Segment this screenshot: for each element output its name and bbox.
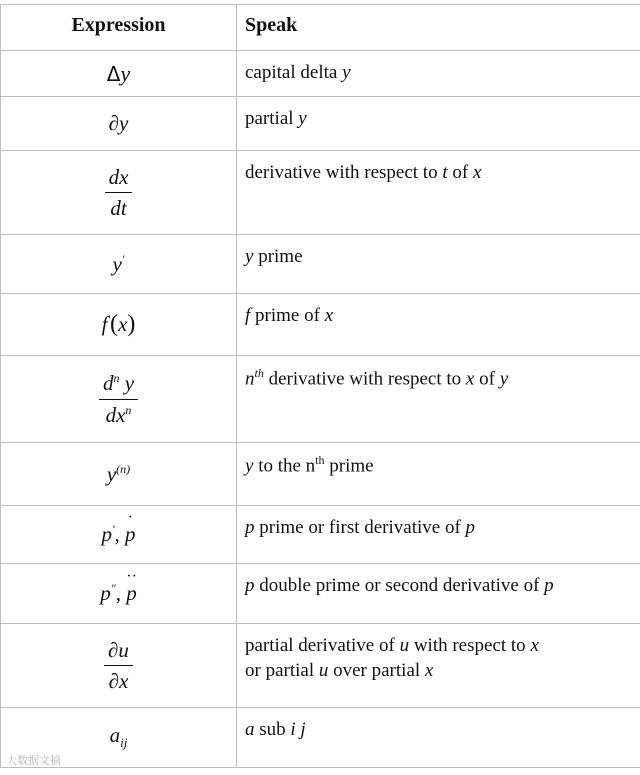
table-row [1,356,640,443]
header-row [1,5,640,51]
math-speech-table [0,4,640,768]
speak-cell: a sub i j [237,708,640,768]
table-row [1,443,640,506]
speak-cell: derivative with respect to t of x [237,151,640,235]
table-row [1,97,640,151]
speak-cell: capital delta y [237,51,640,97]
expression-cell: $\frac{d^n y}{dx^n}$ [1,356,237,443]
table-row [1,624,640,708]
speak-cell: y to the $n^{th}$ prime [237,443,640,506]
expression-cell: f'(x) [1,294,237,356]
speak-header: Speak [237,5,640,51]
expression-cell: y' [1,235,237,294]
expression-cell: $\frac{dx}{dt}$ [1,151,237,235]
expression-header: Expression [1,5,237,51]
speak-cell: $n^{th}$ derivative with respect to x of y [237,356,640,443]
watermark-text: 大数据文摘 [6,754,61,767]
speak-cell: partial y [237,97,640,151]
table-row [1,506,640,564]
expression-cell: p', p · [1,506,237,564]
speak-cell: y prime [237,235,640,294]
speak-cell: f prime of x [237,294,640,356]
table-row [1,294,640,356]
expression-cell: Δy [1,51,237,97]
expression-cell: $a_{ij}$ [1,708,237,768]
speak-cell: p prime or first derivative of p [237,506,640,564]
table-row [1,151,640,235]
speak-cell: p double prime or second derivative of p [237,564,640,624]
expression-cell: ∂y [1,97,237,151]
table-row [1,235,640,294]
expression-cell: $y^{(n)}$ [1,443,237,506]
speak-cell: partial derivative of u with respect to x or partial u over partial x [237,624,640,708]
table-row [1,708,640,768]
table-row [1,51,640,97]
expression-cell: $\frac{\partial u}{\partial x}$ [1,624,237,708]
table-row [1,564,640,624]
expression-cell: p", p ·· [1,564,237,624]
